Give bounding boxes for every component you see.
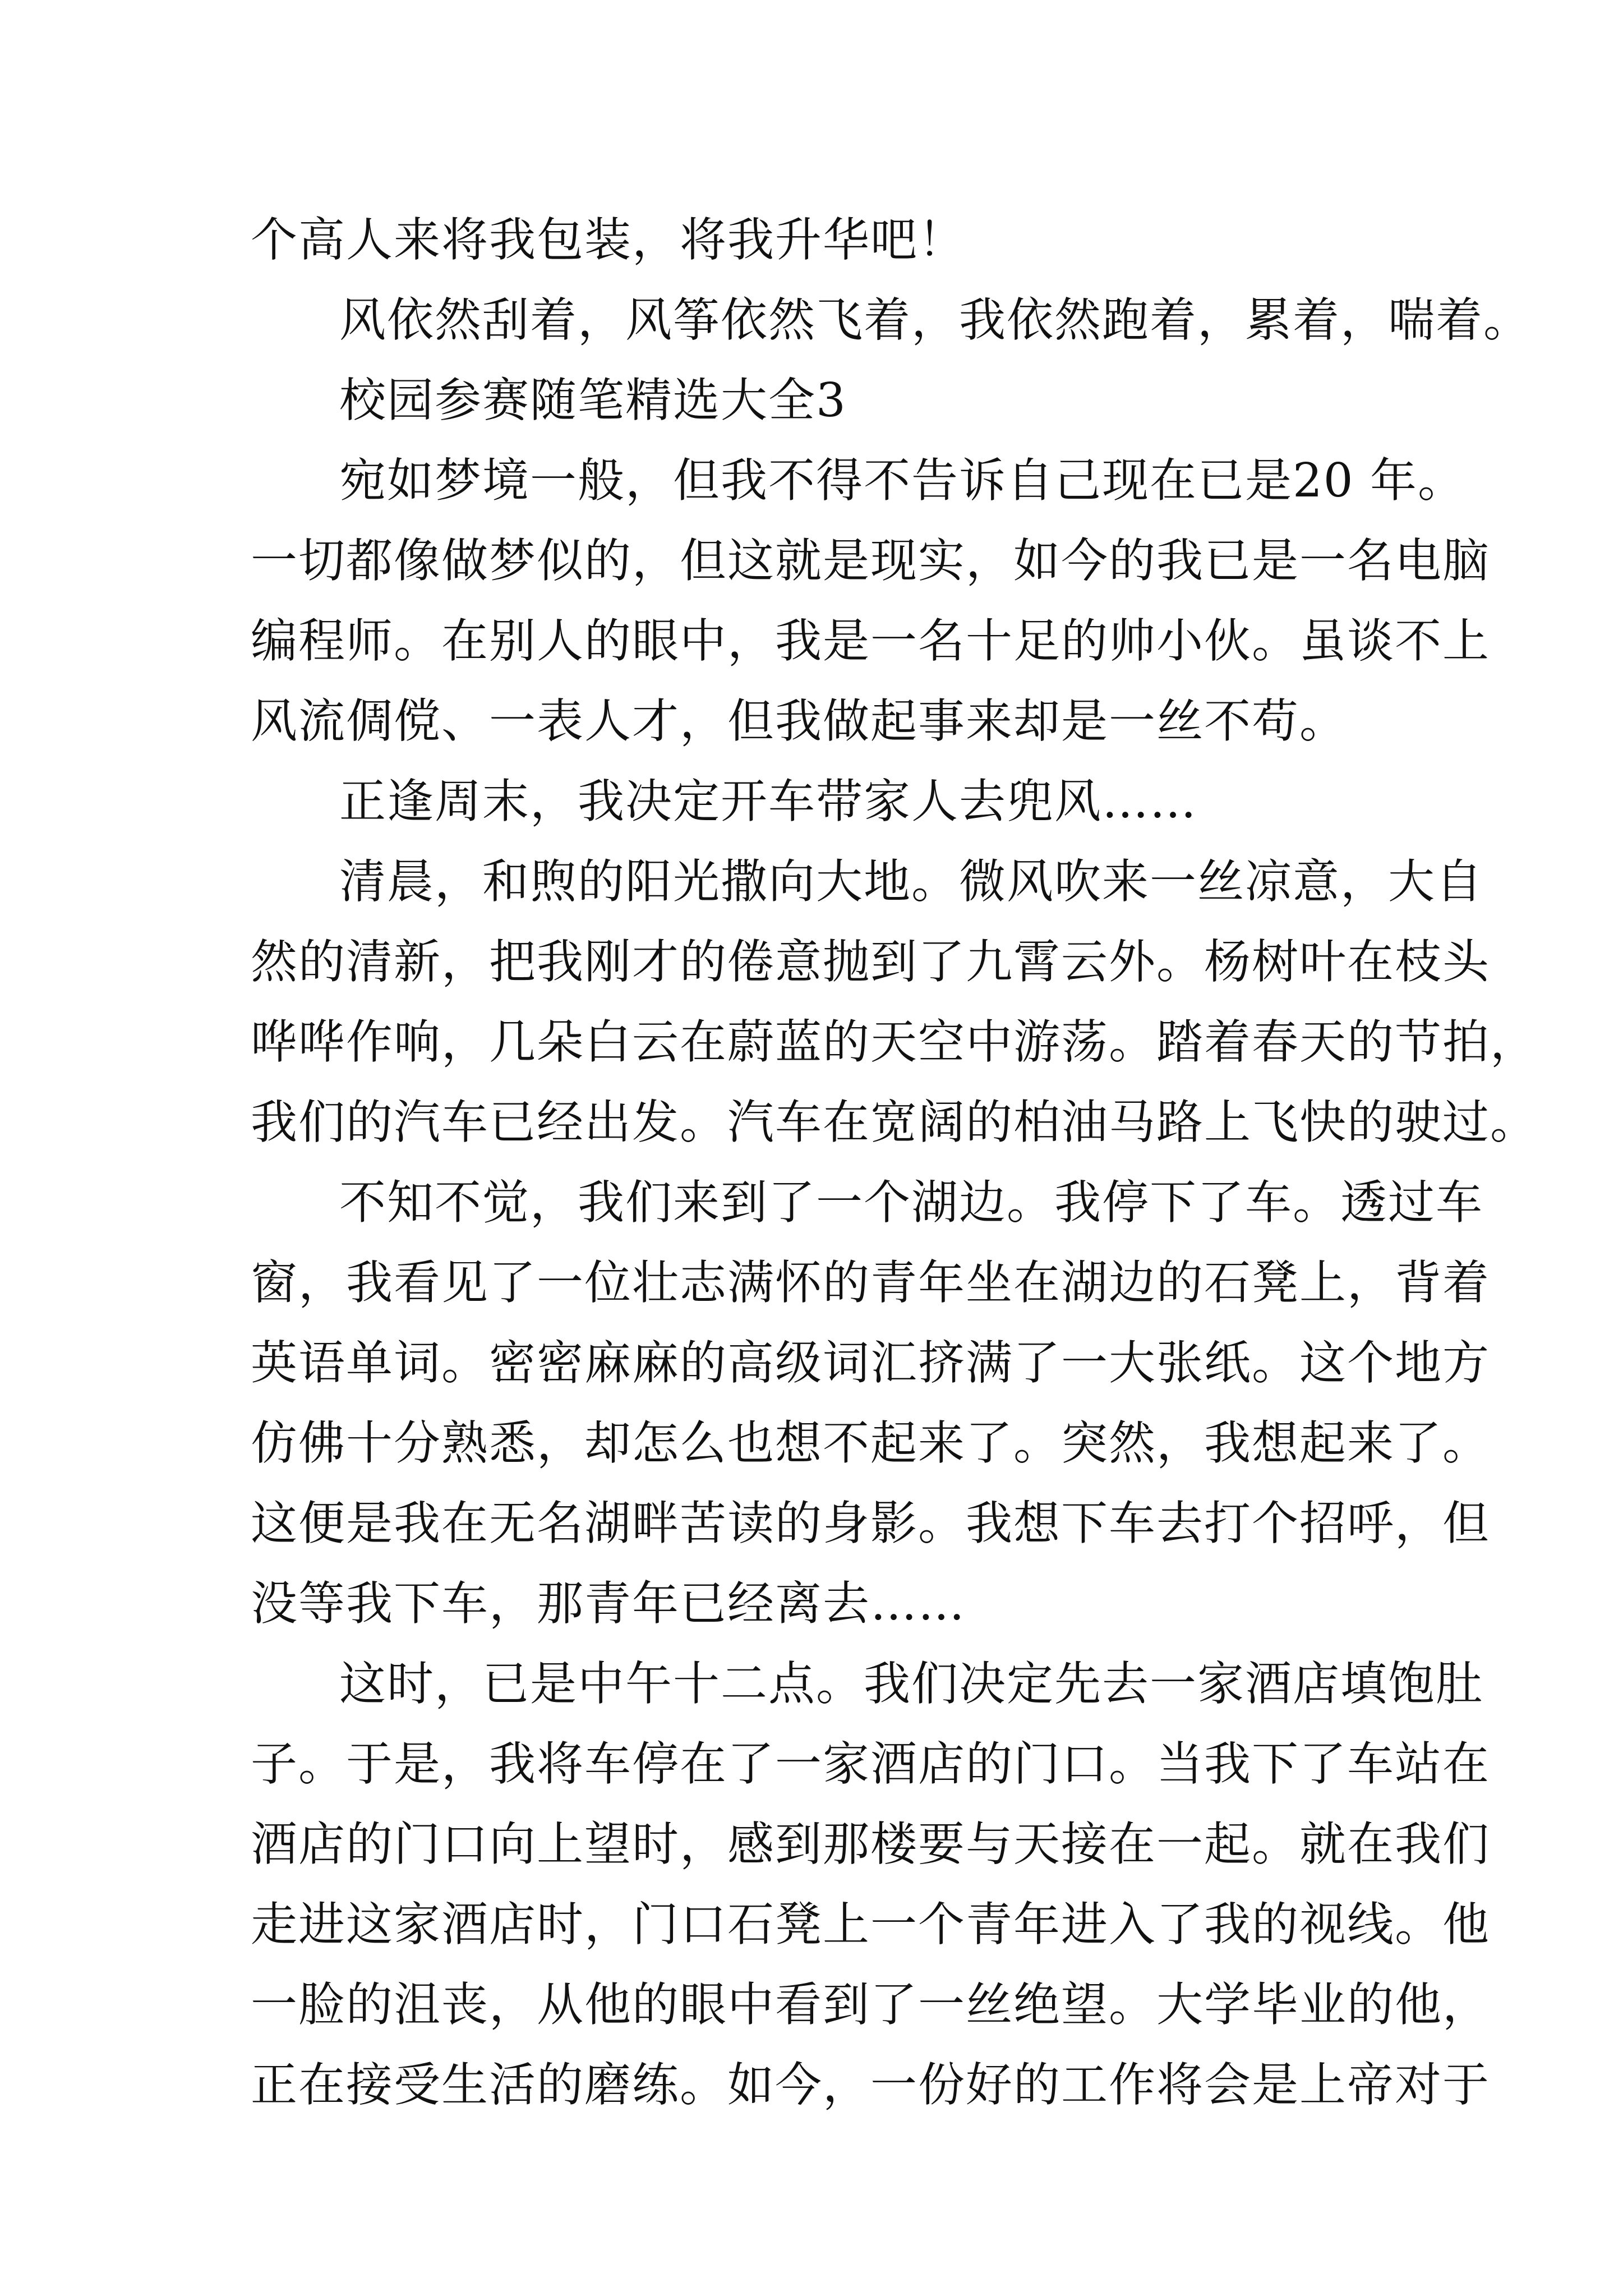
paragraph-line: 一切都像做梦似的，但这就是现实，如今的我已是一名电脑 [251,533,1490,588]
paragraph-line: 清晨，和煦的阳光撒向大地。微风吹来一丝凉意，大自 [339,854,1483,909]
paragraph-line: 风流倜傥、一表人才，但我做起事来却是一丝不苟。 [251,694,1347,748]
paragraph-line: 酒店的门口向上望时，感到那楼要与天接在一起。就在我们 [251,1817,1490,1871]
paragraph-line: 编程师。在别人的眼中，我是一名十足的帅小伙。虽谈不上 [251,614,1490,668]
section-heading: 校园参赛随笔精选大全3 [339,373,847,427]
paragraph-line: 不知不觉，我们来到了一个湖边。我停下了车。透过车 [339,1175,1483,1230]
paragraph-line: 英语单词。密密麻麻的高级词汇挤满了一大张纸。这个地方 [251,1336,1490,1390]
paragraph-line: 哗哗作响，几朵白云在蔚蓝的天空中游荡。踏着春天的节拍， [251,1015,1538,1069]
paragraph-line: 子。于是，我将车停在了一家酒店的门口。当我下了车站在 [251,1737,1490,1791]
paragraph-line: 个高人来将我包装，将我升华吧！ [251,213,966,267]
paragraph-line: 我们的汽车已经出发。汽车在宽阔的柏油马路上飞快的驶过。 [251,1095,1538,1149]
paragraph-line: 风依然刮着，风筝依然飞着，我依然跑着，累着，喘着。 [339,293,1531,347]
paragraph-line: 这便是我在无名湖畔苦读的身影。我想下车去打个招呼，但 [251,1496,1490,1550]
paragraph-line: 然的清新，把我刚才的倦意抛到了九霄云外。杨树叶在枝头 [251,935,1490,989]
paragraph-line: 正逢周末，我决定开车带家人去兜风…… [339,774,1197,829]
paragraph-line: 没等我下车，那青年已经离去…… [251,1576,966,1631]
paragraph-line: 走进这家酒店时，门口石凳上一个青年进入了我的视线。他 [251,1897,1490,1952]
paragraph-line: 正在接受生活的磨练。如今，一份好的工作将会是上帝对于 [251,2058,1490,2112]
paragraph-line: 宛如梦境一般，但我不得不告诉自己现在已是20 年。 [339,453,1465,508]
paragraph-line: 一脸的沮丧，从他的眼中看到了一丝绝望。大学毕业的他， [251,1977,1490,2032]
paragraph-line: 仿佛十分熟悉，却怎么也想不起来了。突然，我想起来了。 [251,1416,1490,1470]
paragraph-line: 窗，我看见了一位壮志满怀的青年坐在湖边的石凳上，背着 [251,1255,1490,1310]
paragraph-line: 这时，已是中午十二点。我们决定先去一家酒店填饱肚 [339,1657,1483,1711]
